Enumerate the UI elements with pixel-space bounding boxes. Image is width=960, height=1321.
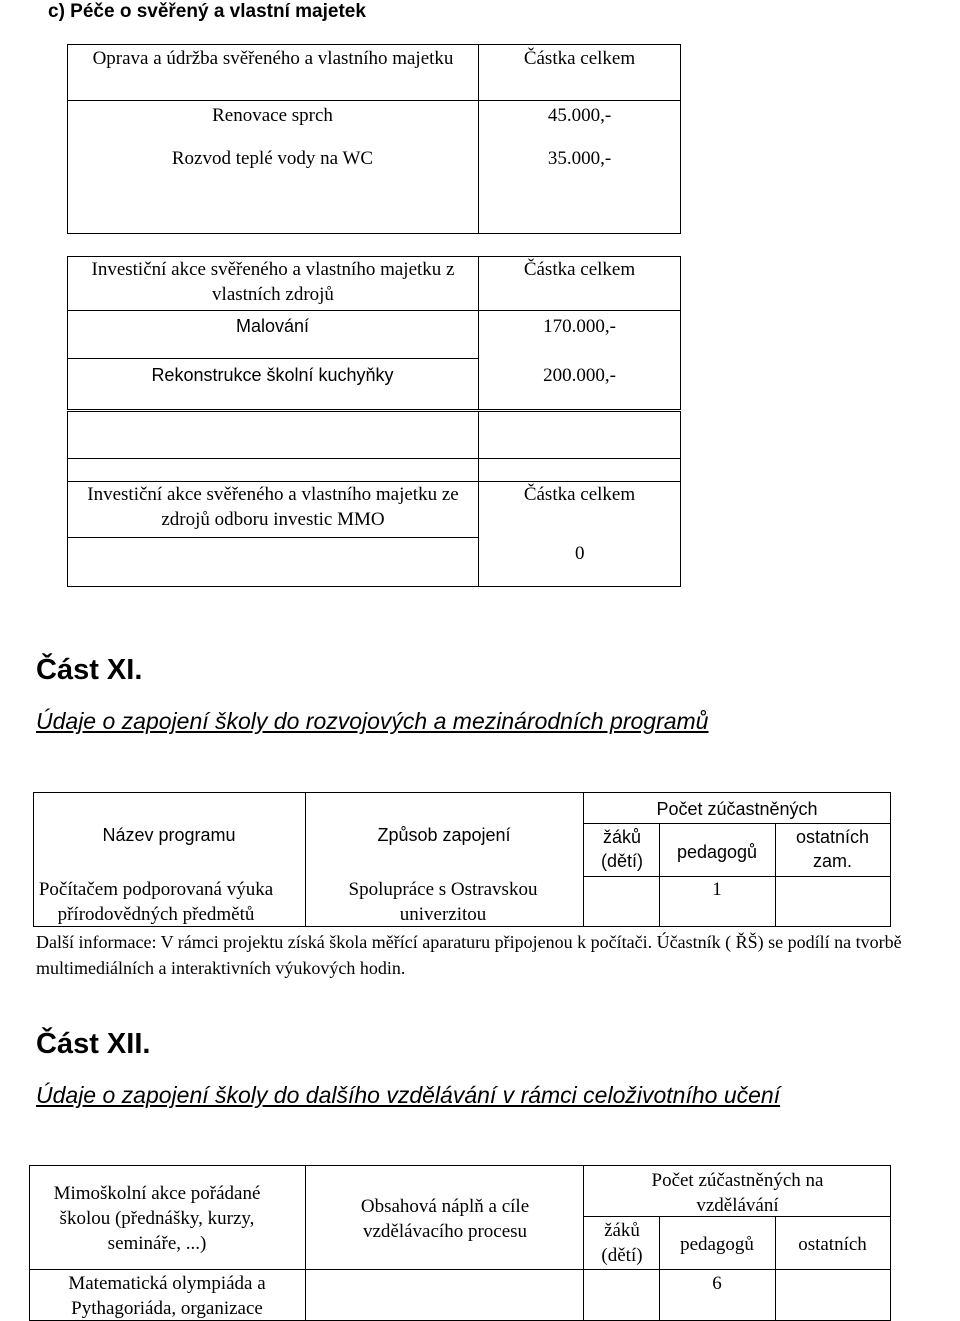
- maintenance-header-amount: Částka celkem: [523, 48, 636, 69]
- programs-col-pupils: žáků (dětí): [600, 827, 643, 871]
- own-funds-row-name: Malování: [235, 316, 310, 336]
- mmo-amount-value: 0: [575, 543, 585, 564]
- own-funds-row-amount: 170.000,-: [543, 316, 616, 337]
- own-funds-header-label: Investiční akce svěřeného a vlastního majetku z vlastních zdrojů: [91, 259, 455, 305]
- programs-col-count: Počet zúčastněných: [656, 799, 818, 819]
- mmo-header-amount: Částka celkem: [523, 484, 636, 505]
- part-xi-subtitle: Údaje o zapojení školy do rozvojových a mezinárodních programů: [36, 708, 709, 734]
- maintenance-header-label: Oprava a údržba svěřeného a vlastního majetku: [92, 48, 454, 69]
- part-xi-title: Část XI.: [36, 654, 143, 686]
- lifelong-col-pupils: žáků (dětí): [601, 1220, 643, 1266]
- programs-col-teachers: pedagogů: [676, 842, 758, 862]
- programs-row-method: Spolupráce s Ostravskou univerzitou: [348, 879, 538, 925]
- programs-col-others: ostatních zam.: [795, 827, 870, 871]
- part-xii-title: Část XII.: [36, 1028, 151, 1060]
- maintenance-row-amount: 35.000,-: [547, 148, 612, 169]
- lifelong-col-teachers: pedagogů: [680, 1234, 754, 1255]
- lifelong-row-event: Matematická olympiáda a Pythagoriáda, organizace: [68, 1273, 266, 1319]
- own-funds-row-amount: 200.000,-: [543, 365, 616, 386]
- section-c-heading: c) Péče o svěřený a vlastní majetek: [48, 1, 366, 22]
- own-funds-row-name: Rekonstrukce školní kuchyňky: [151, 365, 394, 385]
- maintenance-row-name: Renovace sprch: [212, 105, 333, 126]
- own-funds-header-amount: Částka celkem: [523, 259, 636, 280]
- programs-row-name: Počítačem podporovaná výuka přírodovědných předmětů: [38, 879, 274, 925]
- lifelong-row-teachers: 6: [712, 1273, 722, 1294]
- programs-col-name: Název programu: [102, 825, 236, 845]
- lifelong-col-others: ostatních: [798, 1234, 867, 1255]
- programs-info-text: Další informace: V rámci projektu získá škola měřící aparaturu připojenou k počítači. Účastník ( ŘŠ) se podílí na tvorbě multimediálních a interaktivních výukových hodin.: [36, 932, 902, 978]
- part-xii-subtitle: Údaje o zapojení školy do dalšího vzdělávání v rámci celoživotního učení: [36, 1082, 781, 1108]
- programs-col-method: Způsob zapojení: [377, 825, 511, 845]
- mmo-header-label: Investiční akce svěřeného a vlastního majetku ze zdrojů odboru investic MMO: [87, 484, 459, 530]
- lifelong-col-content: Obsahová náplň a cíle vzdělávacího procesu: [360, 1196, 530, 1242]
- programs-row-teachers: 1: [712, 879, 722, 900]
- lifelong-col-count: Počet zúčastněných na vzdělávání: [651, 1170, 824, 1216]
- lifelong-col-events: Mimoškolní akce pořádané školou (přednášky, kurzy, semináře, ...): [53, 1183, 261, 1254]
- maintenance-row-name: Rozvod teplé vody na WC: [171, 148, 374, 169]
- maintenance-row-amount: 45.000,-: [547, 105, 612, 126]
